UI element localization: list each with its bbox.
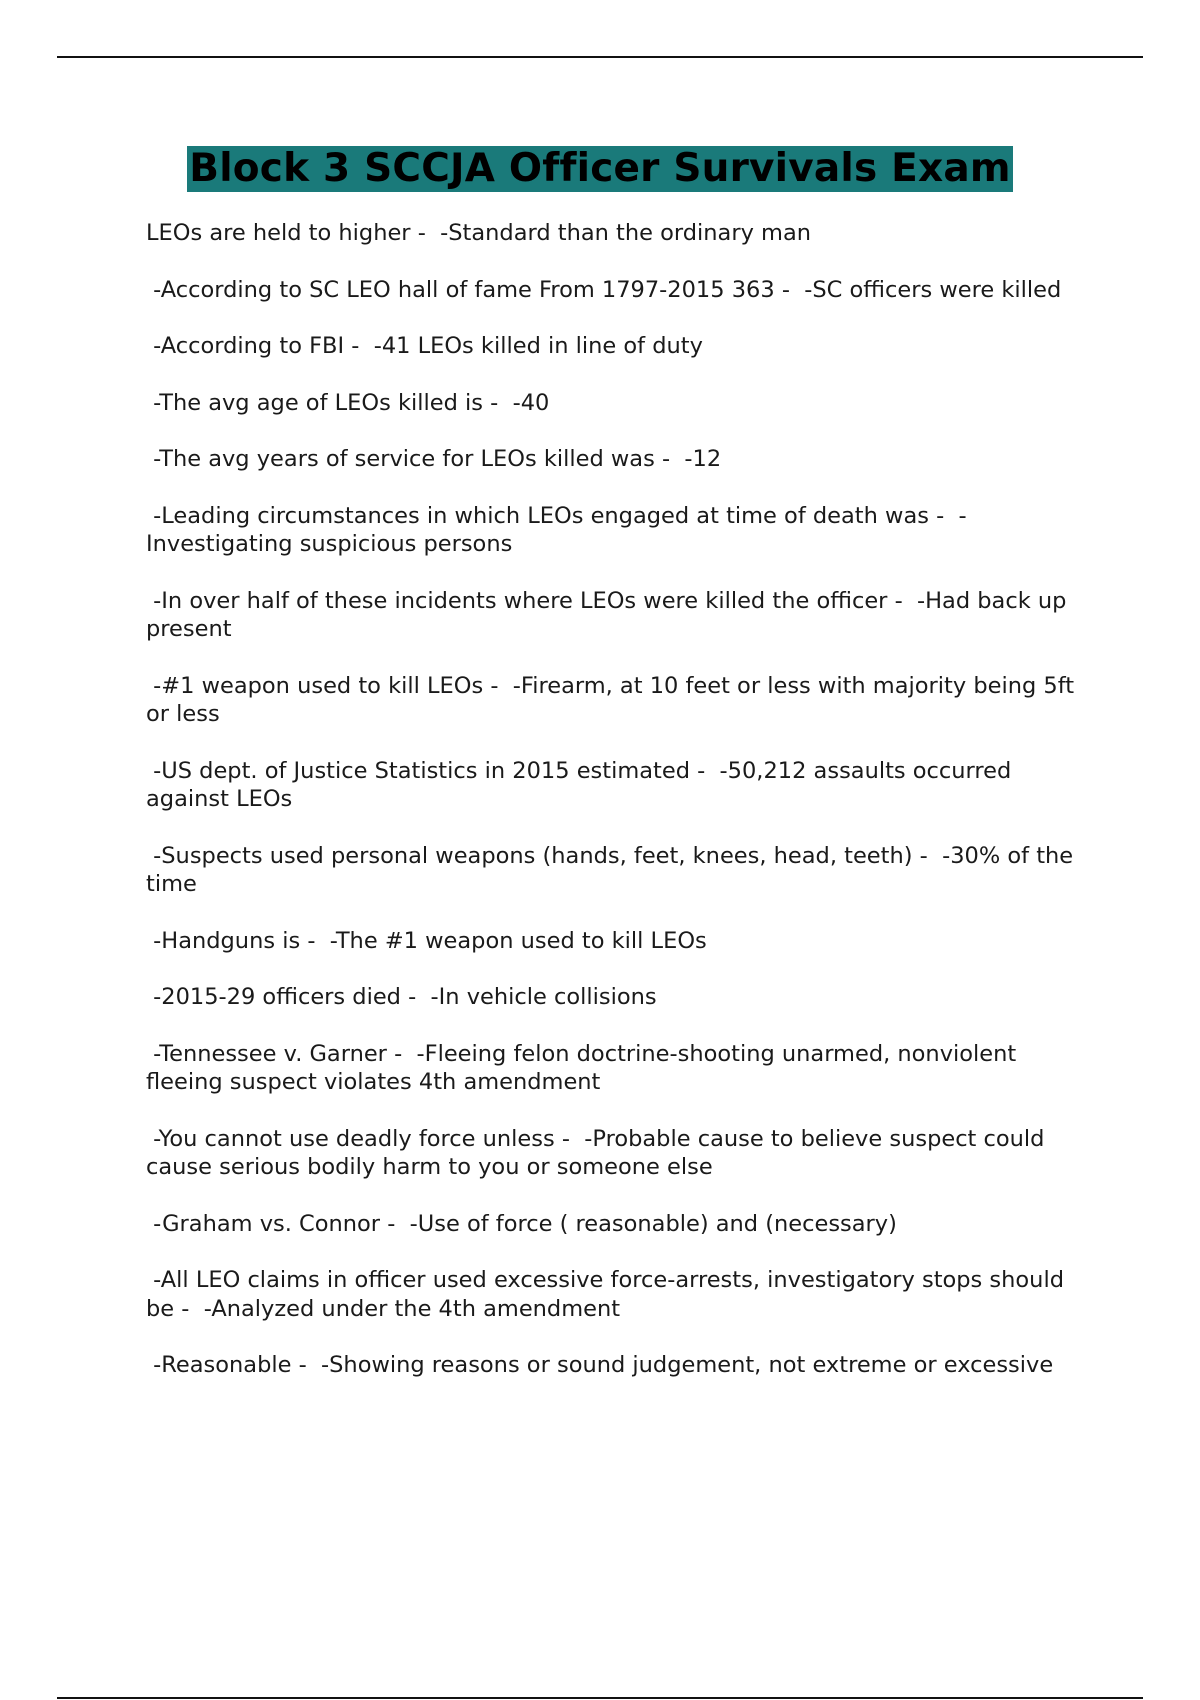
qa-definition: -Had back up present <box>146 587 1074 642</box>
qa-definition: -Standard than the ordinary man <box>432 220 812 246</box>
qa-item <box>146 927 1086 956</box>
qa-item <box>146 842 1086 899</box>
qa-definition: -SC officers were killed <box>797 276 1062 303</box>
qa-term: -In over half of these incidents where LEOs were killed the officer - <box>146 587 910 614</box>
qa-term: -2015-29 officers died - <box>146 984 424 1010</box>
footer-rule <box>57 1697 1143 1699</box>
qa-item <box>146 219 1086 248</box>
qa-definition: -30% of the time <box>146 842 1081 897</box>
title-container <box>0 146 1200 192</box>
qa-item <box>146 1266 1086 1323</box>
qa-term: -#1 weapon used to kill LEOs - <box>146 672 506 699</box>
qa-term: -Reasonable - <box>146 1352 314 1378</box>
header-rule <box>57 56 1143 58</box>
qa-item <box>146 983 1086 1012</box>
qa-definition: -Analyzed under the 4th amendment <box>196 1295 621 1322</box>
qa-item <box>146 1210 1086 1239</box>
qa-term: -The avg years of service for LEOs killed was - <box>146 446 678 472</box>
qa-definition: -The #1 weapon used to kill LEOs <box>322 927 707 954</box>
qa-definition: -41 LEOs killed in line of duty <box>366 333 703 359</box>
qa-definition: -Probable cause to believe suspect could cause serious bodily harm to you or someone else <box>146 1125 1052 1180</box>
qa-definition: -40 <box>505 389 550 416</box>
qa-term: -Handguns is - <box>146 927 323 954</box>
qa-definition: -Firearm, at 10 feet or less with majority being 5ft or less <box>146 672 1082 727</box>
qa-definition: -12 <box>677 446 722 472</box>
page-title: Block 3 SCCJA Officer Survivals Exam <box>189 146 1011 191</box>
qa-item <box>146 276 1086 305</box>
qa-item <box>146 672 1086 729</box>
qa-term: -You cannot use deadly force unless - <box>146 1125 578 1152</box>
qa-item <box>146 502 1086 559</box>
qa-term: -Graham vs. Connor - <box>146 1210 403 1237</box>
qa-definition: -Investigating suspicious persons <box>146 502 967 557</box>
qa-definition: -Showing reasons or sound judgement, not extreme or excessive <box>313 1352 1054 1378</box>
qa-item <box>146 757 1086 814</box>
qa-term: -The avg age of LEOs killed is - <box>146 389 506 416</box>
qa-term: -Tennessee v. Garner - <box>146 1040 410 1067</box>
qa-definition: -In vehicle collisions <box>423 984 657 1010</box>
qa-term: -According to SC LEO hall of fame From 1797-2015 363 - <box>146 276 798 303</box>
qa-list <box>146 219 1086 1408</box>
qa-item <box>146 445 1086 474</box>
qa-term: LEOs are held to higher - <box>146 220 433 246</box>
qa-item <box>146 1351 1086 1380</box>
qa-item <box>146 389 1086 418</box>
qa-term: -Leading circumstances in which LEOs engaged at time of death was - <box>146 502 952 529</box>
qa-item <box>146 332 1086 361</box>
qa-term: -US dept. of Justice Statistics in 2015 estimated - <box>146 757 713 784</box>
qa-definition: -Fleeing felon doctrine-shooting unarmed, nonviolent fleeing suspect violates 4th amendment <box>146 1040 1024 1095</box>
qa-item <box>146 1125 1086 1182</box>
qa-definition: -Use of force ( reasonable) and (necessary) <box>402 1210 897 1237</box>
qa-item <box>146 587 1086 644</box>
qa-item <box>146 1040 1086 1097</box>
qa-term: -Suspects used personal weapons (hands, feet, knees, head, teeth) - <box>146 842 935 869</box>
qa-definition: -50,212 assaults occurred against LEOs <box>146 757 1019 812</box>
qa-term: -According to FBI - <box>146 333 367 359</box>
qa-term: -All LEO claims in officer used excessive force-arrests, investigatory stops should be - <box>146 1267 1072 1322</box>
